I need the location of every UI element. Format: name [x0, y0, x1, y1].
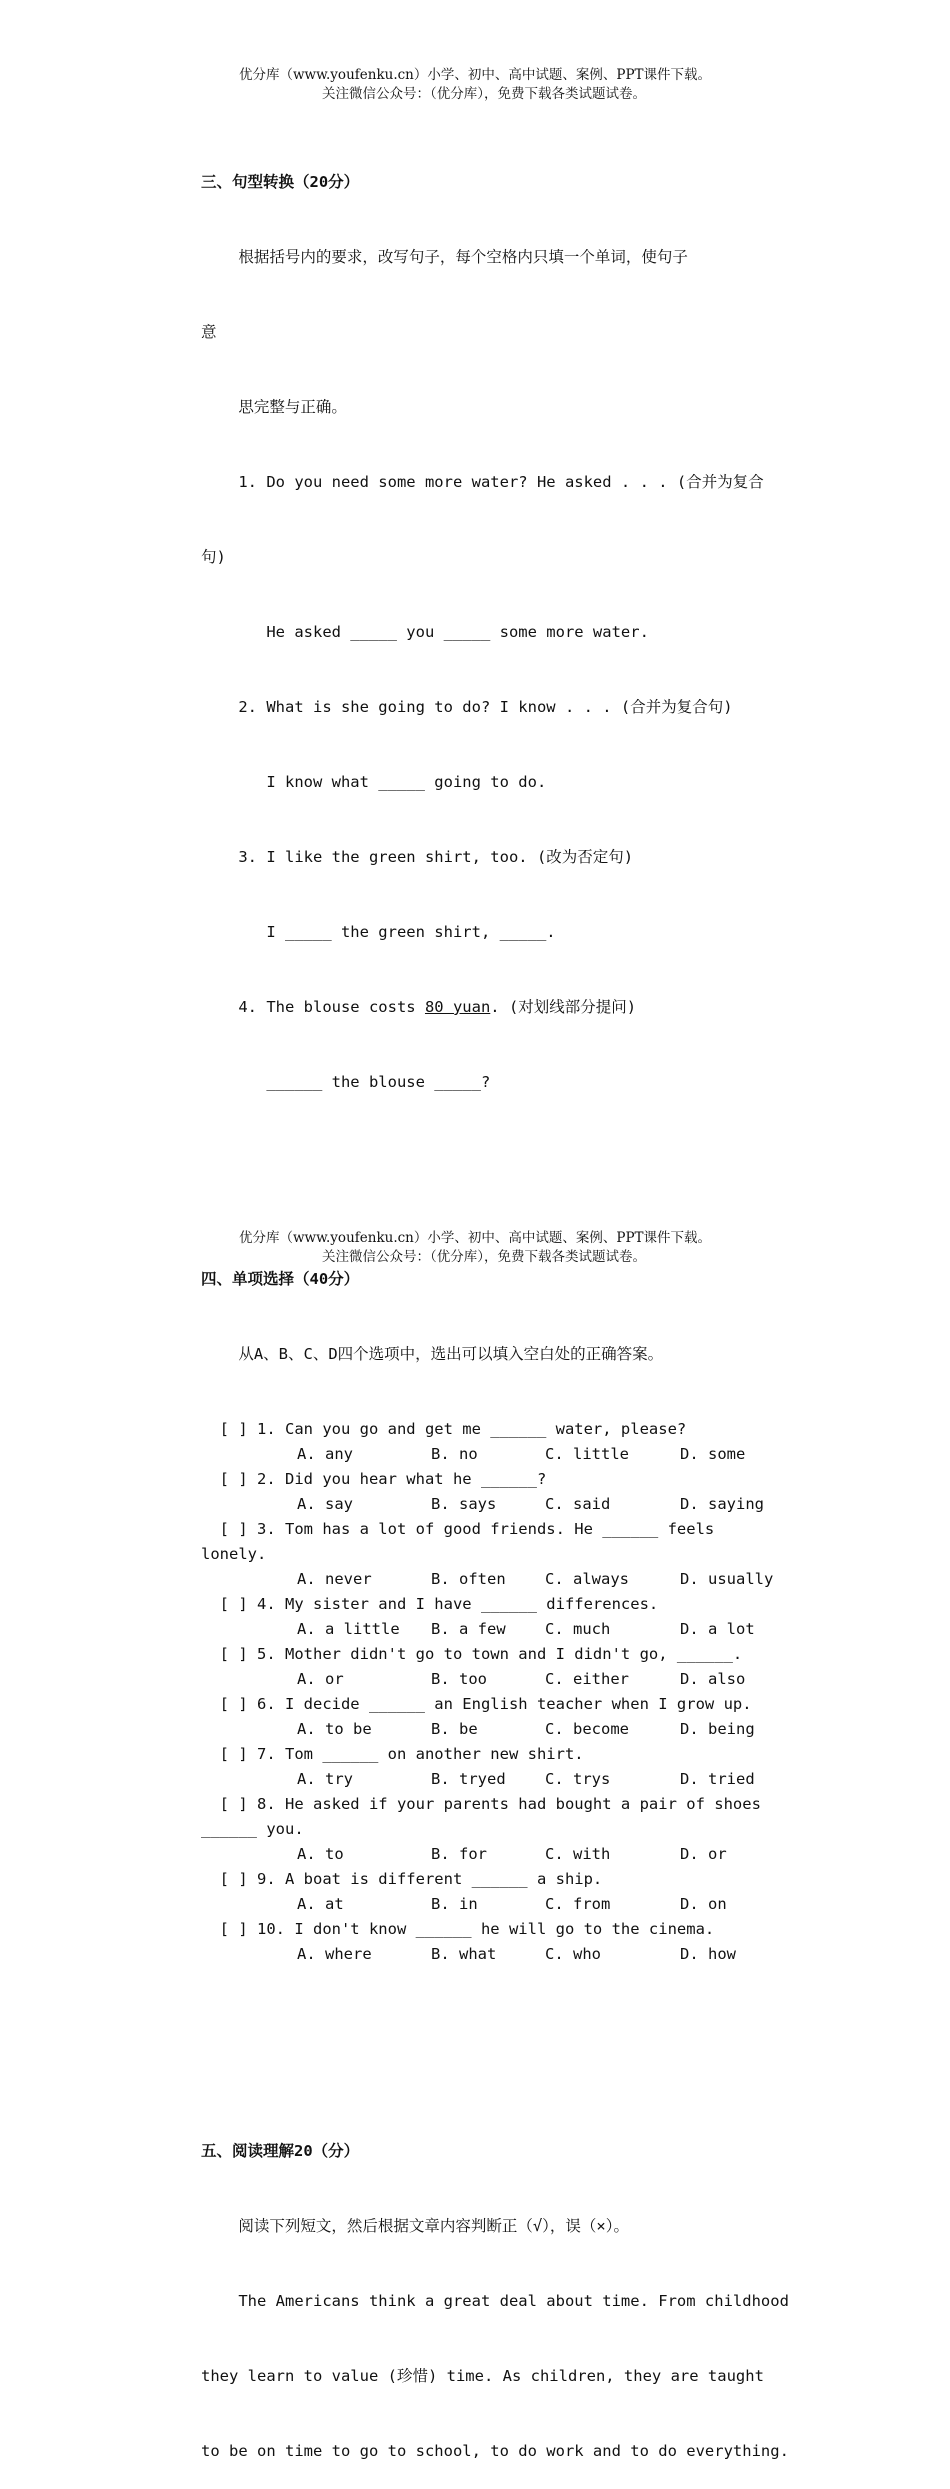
mc-options-row — [201, 1442, 811, 1467]
mc-option-c: C. from — [545, 1895, 611, 1913]
section3-instruction-b: 意 — [201, 323, 217, 341]
mc-option-a: A. never — [297, 1570, 372, 1588]
passage-line-3: to be on time to go to school, to do work and to do everything. — [201, 2442, 789, 2460]
s3-q4-underlined: 80 yuan — [424, 998, 491, 1016]
mc-option-d: D. a lot — [680, 1620, 755, 1638]
mc-options-row — [201, 1617, 811, 1642]
s3-q3-line-a: 3. I like the green shirt, too. (改为否定句) — [201, 848, 634, 866]
mc-question-continuation: lonely. — [201, 1545, 267, 1563]
mc-option-a: A. any — [297, 1445, 353, 1463]
mc-question-stem: [ ] 8. He asked if your parents had bought a pair of shoes — [201, 1795, 761, 1813]
mc-question-list — [201, 1417, 811, 1967]
passage-line-2: they learn to value (珍惜) time. As children, they are taught — [201, 2367, 764, 2385]
mc-question-stem: [ ] 6. I decide ______ an English teacher when I grow up. — [201, 1695, 752, 1713]
mc-option-c: C. said — [545, 1495, 611, 1513]
mc-option-b: B. too — [431, 1670, 487, 1688]
mc-question-stem: [ ] 10. I don't know ______ he will go to the cinema. — [201, 1920, 715, 1938]
mc-option-a: A. try — [297, 1770, 353, 1788]
section3-title: 三、句型转换（20分） — [201, 173, 360, 191]
mc-options-row — [201, 1767, 811, 1792]
section4-instruction: 从A、B、C、D四个选项中，选出可以填入空白处的正确答案。 — [201, 1345, 664, 1363]
mc-question-stem: [ ] 1. Can you go and get me ______ water, please? — [201, 1420, 687, 1438]
mc-option-c: C. much — [545, 1620, 611, 1638]
mc-question-stem: [ ] 5. Mother didn't go to town and I didn't go, ______. — [201, 1645, 743, 1663]
mc-options-row — [201, 1667, 811, 1692]
mc-option-d: D. on — [680, 1895, 727, 1913]
page-header — [0, 66, 950, 104]
mc-option-a: A. or — [297, 1670, 344, 1688]
mc-option-b: B. says — [431, 1495, 497, 1513]
mc-option-c: C. always — [545, 1570, 629, 1588]
mc-option-b: B. no — [431, 1445, 478, 1463]
mc-option-a: A. to be — [297, 1720, 372, 1738]
section5-title: 五、阅读理解20（分） — [201, 2142, 360, 2160]
mc-option-c: C. either — [545, 1670, 629, 1688]
section3-instruction-c: 思完整与正确。 — [201, 398, 347, 416]
mc-question-stem: [ ] 4. My sister and I have ______ differences. — [201, 1595, 659, 1613]
mc-option-c: C. trys — [545, 1770, 611, 1788]
mc-option-d: D. being — [680, 1720, 755, 1738]
section3-instruction-a: 根据括号内的要求，改写句子，每个空格内只填一个单词，使句子 — [201, 248, 688, 266]
mc-options-row — [201, 1717, 811, 1742]
mc-options-row — [201, 1842, 811, 1867]
mc-option-b: B. often — [431, 1570, 506, 1588]
mc-option-b: B. for — [431, 1845, 487, 1863]
mc-option-a: A. to — [297, 1845, 344, 1863]
s3-q2-line-a: 2. What is she going to do? I know . . . (合并为复合句) — [201, 698, 733, 716]
mc-option-b: B. what — [431, 1945, 497, 1963]
s3-q1-line-b: 句) — [201, 548, 226, 566]
s3-q4-post: . (对划线部分提问) — [490, 998, 637, 1016]
s3-q1-line-a: 1. Do you need some more water? He asked . . . (合并为复合 — [201, 473, 764, 491]
mc-options-row — [201, 1492, 811, 1517]
s3-q4-line-a — [201, 995, 811, 1020]
mc-option-c: C. with — [545, 1845, 611, 1863]
mc-option-d: D. or — [680, 1845, 727, 1863]
mc-option-d: D. saying — [680, 1495, 764, 1513]
mc-option-a: A. a little — [297, 1620, 400, 1638]
passage-line-1: The Americans think a great deal about time. From childhood — [201, 2292, 789, 2310]
mc-question-continuation: ______ you. — [201, 1820, 304, 1838]
mc-option-b: B. be — [431, 1720, 478, 1738]
footer-line-2: 关注微信公众号：（优分库），免费下载各类试题试卷。 — [322, 1249, 646, 1265]
mc-option-a: A. say — [297, 1495, 353, 1513]
section4-title: 四、单项选择（40分） — [201, 1270, 360, 1288]
mc-question-stem: [ ] 3. Tom has a lot of good friends. He ______ feels — [201, 1520, 715, 1538]
mc-option-b: B. a few — [431, 1620, 506, 1638]
s3-q4-pre: 4. The blouse costs — [201, 998, 425, 1016]
mc-option-d: D. usually — [680, 1570, 774, 1588]
mc-option-b: B. in — [431, 1895, 478, 1913]
exam-content — [201, 120, 811, 2489]
mc-option-a: A. at — [297, 1895, 344, 1913]
mc-question-stem: [ ] 7. Tom ______ on another new shirt. — [201, 1745, 584, 1763]
mc-option-d: D. some — [680, 1445, 746, 1463]
section5-instruction: 阅读下列短文，然后根据文章内容判断正（√），误（×）。 — [201, 2217, 629, 2235]
mc-option-c: C. who — [545, 1945, 601, 1963]
mc-question-stem: [ ] 2. Did you hear what he ______? — [201, 1470, 547, 1488]
mc-options-row — [201, 1892, 811, 1917]
s3-q1-line-c: He asked _____ you _____ some more water. — [201, 623, 649, 641]
s3-q2-line-b: I know what _____ going to do. — [201, 773, 547, 791]
mc-options-row — [201, 1567, 811, 1592]
mc-option-b: B. tryed — [431, 1770, 506, 1788]
header-line-1: 优分库（www.youfenku.cn）小学、初中、高中试题、案例、PPT课件下载。 — [238, 67, 712, 83]
mc-options-row — [201, 1942, 811, 1967]
mc-option-d: D. also — [680, 1670, 746, 1688]
mc-option-c: C. become — [545, 1720, 629, 1738]
mc-option-c: C. little — [545, 1445, 629, 1463]
footer-line-1: 优分库（www.youfenku.cn）小学、初中、高中试题、案例、PPT课件下载。 — [238, 1230, 712, 1246]
mc-question-stem: [ ] 9. A boat is different ______ a ship. — [201, 1870, 603, 1888]
mc-option-d: D. how — [680, 1945, 736, 1963]
s3-q4-line-b: ______ the blouse _____? — [201, 1073, 491, 1091]
mc-option-d: D. tried — [680, 1770, 755, 1788]
mc-option-a: A. where — [297, 1945, 372, 1963]
s3-q3-line-b: I _____ the green shirt, _____. — [201, 923, 556, 941]
header-line-2: 关注微信公众号：（优分库），免费下载各类试题试卷。 — [322, 86, 646, 102]
page-footer — [0, 1229, 950, 1267]
